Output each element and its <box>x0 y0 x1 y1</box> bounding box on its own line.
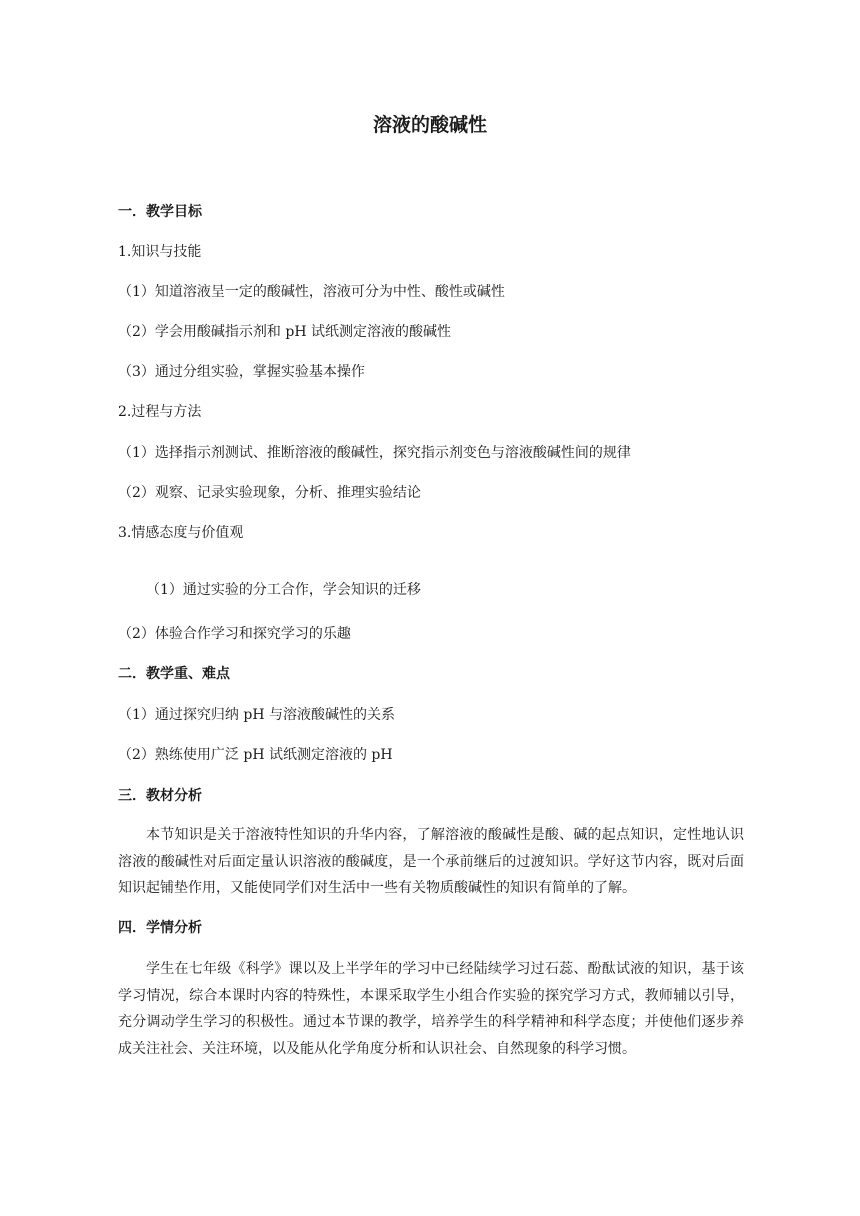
section-heading-student-analysis: 四．学情分析 <box>118 920 202 936</box>
list-item: （3）通过分组实验，掌握实验基本操作 <box>118 364 365 380</box>
page-title: 溶液的酸碱性 <box>372 114 487 136</box>
list-item: （1）选择指示剂测试、推断溶液的酸碱性，探究指示剂变色与溶液酸碱性间的规律 <box>118 445 631 461</box>
list-item: （2）学会用酸碱指示剂和 pH 试纸测定溶液的酸碱性 <box>118 324 451 340</box>
list-item: （1）知道溶液呈一定的酸碱性，溶液可分为中性、酸性或碱性 <box>118 284 505 300</box>
list-item: （2）体验合作学习和探究学习的乐趣 <box>118 626 351 642</box>
list-item: （1）通过探究归纳 pH 与溶液酸碱性的关系 <box>118 707 395 723</box>
section-heading-material-analysis: 三．教材分析 <box>118 788 202 804</box>
list-item: （2）熟练使用广泛 pH 试纸测定溶液的 pH <box>118 747 393 763</box>
subheading-process-methods: 2.过程与方法 <box>118 404 202 420</box>
subheading-attitudes-values: 3.情感态度与价值观 <box>118 525 244 541</box>
section-heading-key-points: 二．教学重、难点 <box>118 666 230 682</box>
subheading-knowledge-skills: 1.知识与技能 <box>118 244 202 260</box>
paragraph-material-analysis: 本节知识是关于溶液特性知识的升华内容，了解溶液的酸碱性是酸、碱的起点知识，定性地认识溶液的酸碱性对后面定量认识溶液的酸碱度，是一个承前继后的过渡知识。学好这节内容，既对后面知识起铺垫作用，又能使同学们对生活中一些有关物质酸碱性的知识有简单的了解。 <box>118 827 744 896</box>
list-item: （1）通过实验的分工合作，学会知识的迁移 <box>146 582 421 598</box>
section-heading-goals: 一．教学目标 <box>118 204 202 220</box>
paragraph-student-analysis: 学生在七年级《科学》课以及上半学年的学习中已经陆续学习过石蕊、酚酞试液的知识，基于该学习情况，综合本课时内容的特殊性，本课采取学生小组合作实验的探究学习方式，教师辅以引导，充分调动学生学习的积极性。通过本节课的教学，培养学生的科学精神和科学态度；并使他们逐步养成关注社会、关注环境，以及能从化学角度分析和认识社会、自然现象的科学习惯。 <box>118 961 744 1057</box>
list-item: （2）观察、记录实验现象，分析、推理实验结论 <box>118 485 421 501</box>
